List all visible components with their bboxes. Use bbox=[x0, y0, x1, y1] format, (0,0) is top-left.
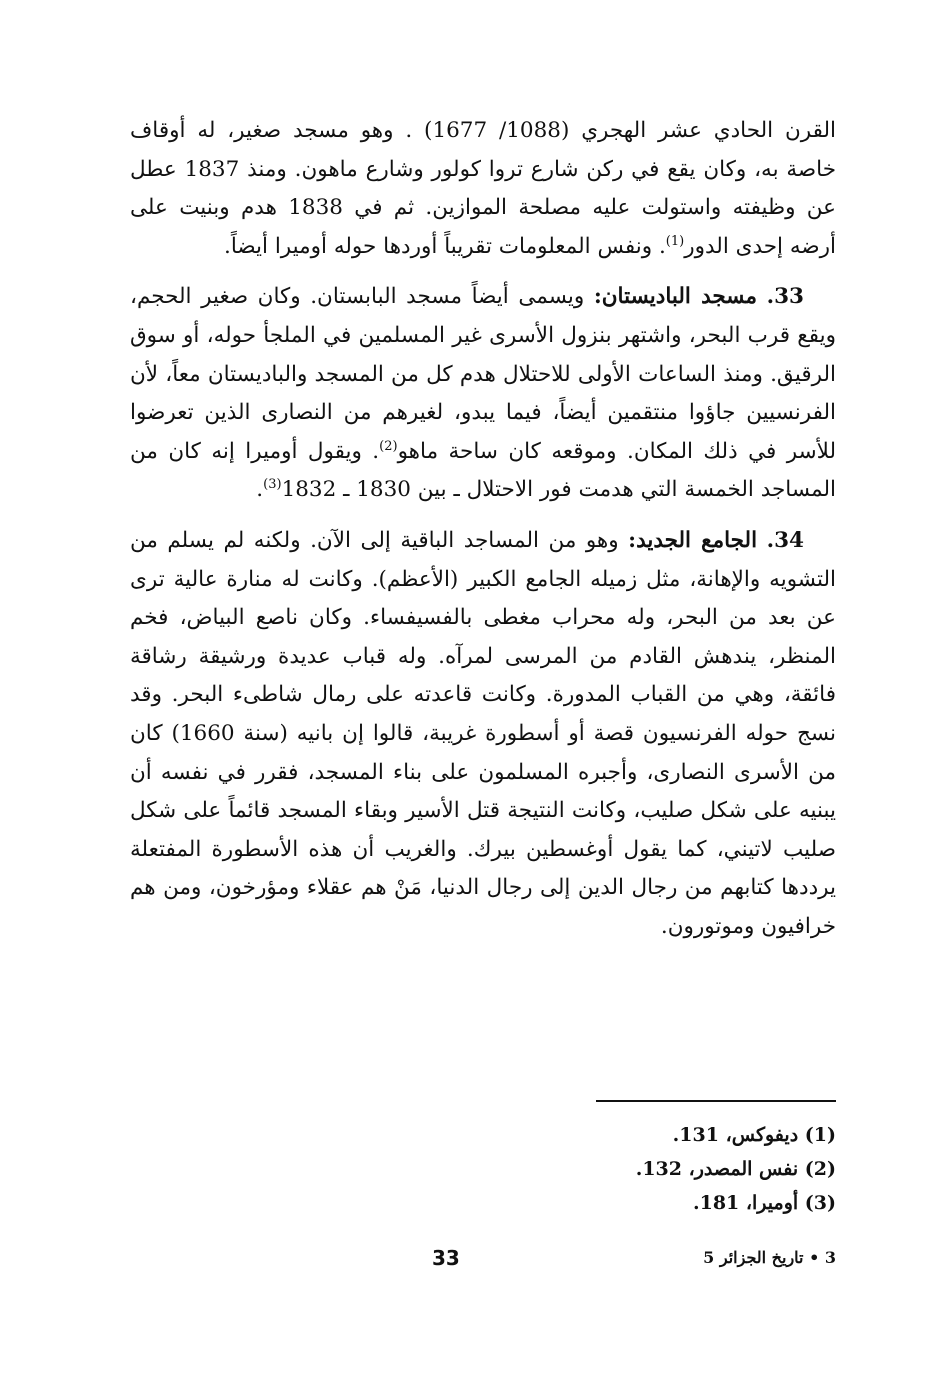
entry-34 bbox=[130, 522, 836, 947]
page-number: 33 bbox=[432, 1246, 460, 1270]
entry-number: 33. bbox=[766, 284, 804, 310]
entry-text: ويسمى أيضاً مسجد البابستان. وكان صغير الحجم، ويقع قرب البحر، واشتهر بنزول الأسرى غير المسلمين في الملجأ حوله، أو سوق الرقيق. ومنذ الساعات الأولى للاحتلال هدم كل من المسجد والباديستان معاً، لأن الفرنسيين جاؤوا منتقمين أيضاً، فيما يبدو، لغيرهم من النصارى الذين تعرضوا للأسر في ذلك المكان. وموقعه كان ساحة ماهو bbox=[130, 284, 836, 464]
footnote: (2) نفس المصدر، 132. bbox=[635, 1158, 836, 1180]
paragraph-continued bbox=[130, 112, 836, 266]
footnote-ref-3: (3) bbox=[263, 477, 282, 493]
entry-title: مسجد الباديستان: bbox=[593, 284, 757, 310]
entry-text: . ويقول أوميرا إنه كان من المساجد الخمسة التي هدمت فور الاحتلال ـ بين 1830 ـ 1832 bbox=[130, 438, 836, 503]
footnote-ref-1: (1) bbox=[665, 233, 685, 249]
footnote-ref-2: (2) bbox=[379, 438, 398, 454]
running-head: 3 • تاريخ الجزائر 5 bbox=[703, 1248, 836, 1267]
footnotes bbox=[336, 1118, 836, 1220]
entry-text: وهو من المساجد الباقية إلى الآن. ولكنه لم يسلم من التشويه والإهانة، مثل زميله الجامع الكبير (الأعظم). وكانت له منارة عالية ترى عن بعد من البحر، وله محراب مغطى بالفسيفساء. وكان ناصع البياض، فخم المنظر، يندهش القادم من المرسى لمرآه. وله قباب عديدة ورشيقة رشاقة فائقة، وهي من القباب المدورة. وكانت قاعدته على رمال شاطىء البحر. وقد نسج حوله الفرنسيون قصة أو أسطورة غريبة، قالوا إن بانيه (سنة 1660) كان من الأسرى النصارى، وأجبره المسلمون على بناء المسجد، فقرر في نفسه أن يبنيه على شكل صليب، وكانت النتيجة قتل الأسير وبقاء المسجد قائماً على شكل صليب لاتيني، كما يقول أوغسطين بيرك. والغريب أن هذه الأسطورة المفتعلة يرددها كتابهم من رجال الدين إلى رجال الدنيا، مَنْ هم عقلاء ومؤرخون، ومن هم خرافيون وموتورون. bbox=[130, 527, 836, 939]
paragraph-text: . ونفس المعلومات تقريباً أوردها حوله أوميرا أيضاً. bbox=[224, 233, 666, 259]
entry-title: الجامع الجديد: bbox=[628, 527, 758, 553]
paragraph-text: القرن الحادي عشر الهجري (1088/ 1677) . وهو مسجد صغير، له أوقاف خاصة به، وكان يقع في ركن شارع تروا كولور وشارع ماهون. ومنذ 1837 عطل عن وظيفته واستولت عليه مصلحة الموازين. ثم في 1838 هدم وبنيت على أرضه إحدى الدور bbox=[130, 118, 837, 259]
footnote-divider bbox=[596, 1100, 836, 1102]
entry-text: . bbox=[256, 477, 264, 503]
footnote: (3) أوميرا، 181. bbox=[692, 1192, 836, 1214]
entry-number: 34. bbox=[766, 527, 805, 553]
page-footer bbox=[100, 1248, 836, 1278]
main-text bbox=[130, 112, 836, 946]
entry-33 bbox=[130, 278, 836, 510]
footnote: (1) ديفوكس، 131. bbox=[672, 1124, 836, 1146]
